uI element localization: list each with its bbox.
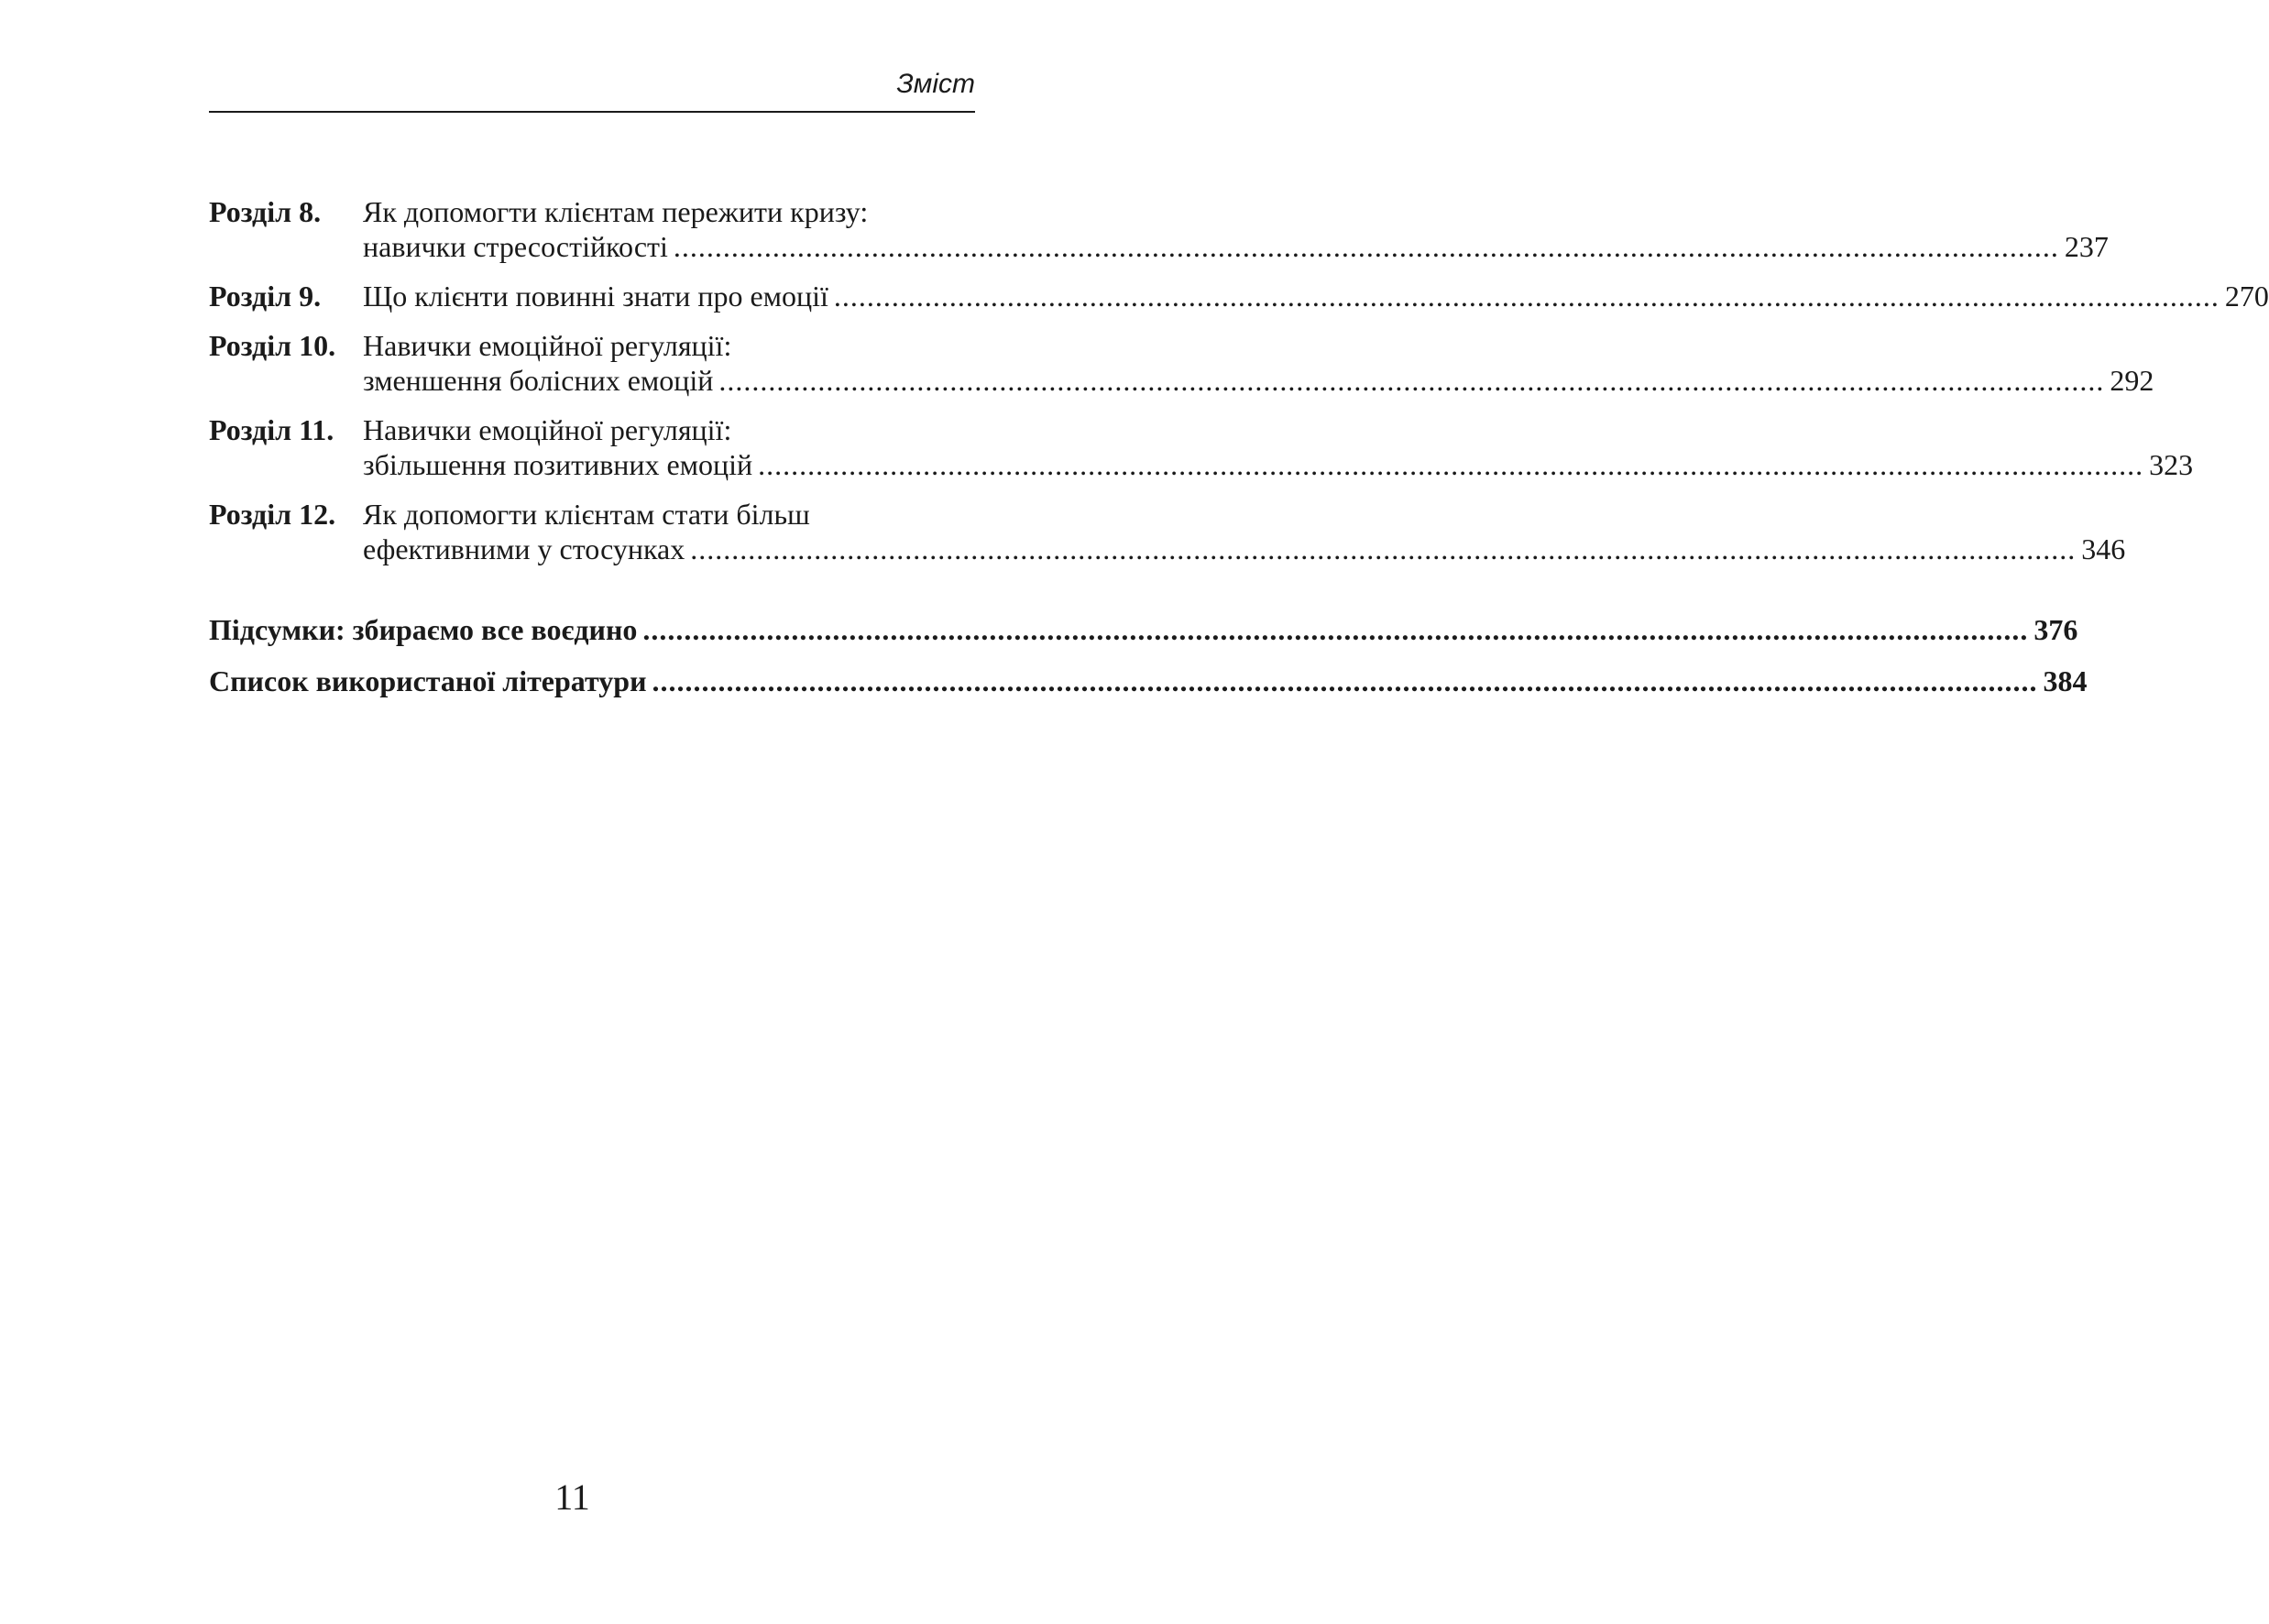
chapter-title — [363, 497, 2125, 566]
dot-leader — [690, 532, 2076, 566]
chapter-title — [363, 194, 2109, 264]
chapter-label: Розділ 9. — [209, 280, 322, 313]
chapter-title-line: збільшення позитивних емоцій — [363, 448, 753, 481]
chapter-title — [363, 412, 2193, 482]
running-head: Зміст — [896, 69, 975, 99]
toc-entry-chapter-10[interactable] — [209, 328, 2154, 398]
toc-entry-chapter-9[interactable] — [209, 279, 2269, 313]
chapter-title — [363, 279, 2269, 313]
toc-entry-references[interactable] — [209, 664, 2088, 698]
toc-entry-chapter-8[interactable] — [209, 194, 2109, 264]
page-number: 346 — [2081, 532, 2126, 565]
chapter-label: Розділ 10. — [209, 329, 336, 362]
back-matter-title: Список використаної літератури — [209, 664, 647, 697]
page-number: 292 — [2110, 364, 2154, 397]
chapter-label: Розділ 8. — [209, 195, 322, 228]
page-number: 270 — [2224, 280, 2269, 313]
toc-entry-chapter-11[interactable] — [209, 412, 2194, 482]
dot-leader — [642, 612, 2028, 647]
dot-leader — [834, 279, 2220, 313]
toc-entry-summary[interactable] — [209, 612, 2078, 647]
page-number: 376 — [2033, 613, 2078, 646]
chapter-label: Розділ 11. — [209, 413, 334, 446]
page-number: 237 — [2064, 230, 2109, 263]
toc-entry-chapter-12[interactable] — [209, 497, 2126, 566]
chapter-title-line: Що клієнти повинні знати про емоції — [363, 280, 828, 313]
chapter-label: Розділ 12. — [209, 498, 336, 531]
dot-leader — [674, 229, 2059, 264]
chapter-title-line: Як допомогти клієнтам пережити кризу: — [363, 195, 869, 228]
back-matter-list — [209, 612, 2088, 715]
folio-page-number: 11 — [554, 1476, 590, 1518]
chapter-title-line: Навички емоційної регуляції: — [363, 329, 732, 362]
page-number: 323 — [2149, 448, 2194, 481]
chapter-title-line: зменшення болісних емоцій — [363, 364, 714, 397]
chapter-title-line: Як допомогти клієнтам стати більш — [363, 498, 810, 531]
dot-leader — [758, 447, 2143, 482]
dot-leader — [718, 363, 2104, 398]
chapter-title-line: ефективними у стосунках — [363, 532, 685, 565]
chapter-title — [363, 328, 2154, 398]
chapter-title-line: навички стресостійкості — [363, 230, 668, 263]
chapter-title-line: Навички емоційної регуляції: — [363, 413, 732, 446]
back-matter-title: Підсумки: збираємо все воєдино — [209, 613, 638, 646]
page-number: 384 — [2043, 664, 2088, 697]
header-rule — [209, 111, 975, 113]
table-of-contents — [209, 194, 2269, 581]
dot-leader — [652, 664, 2038, 698]
